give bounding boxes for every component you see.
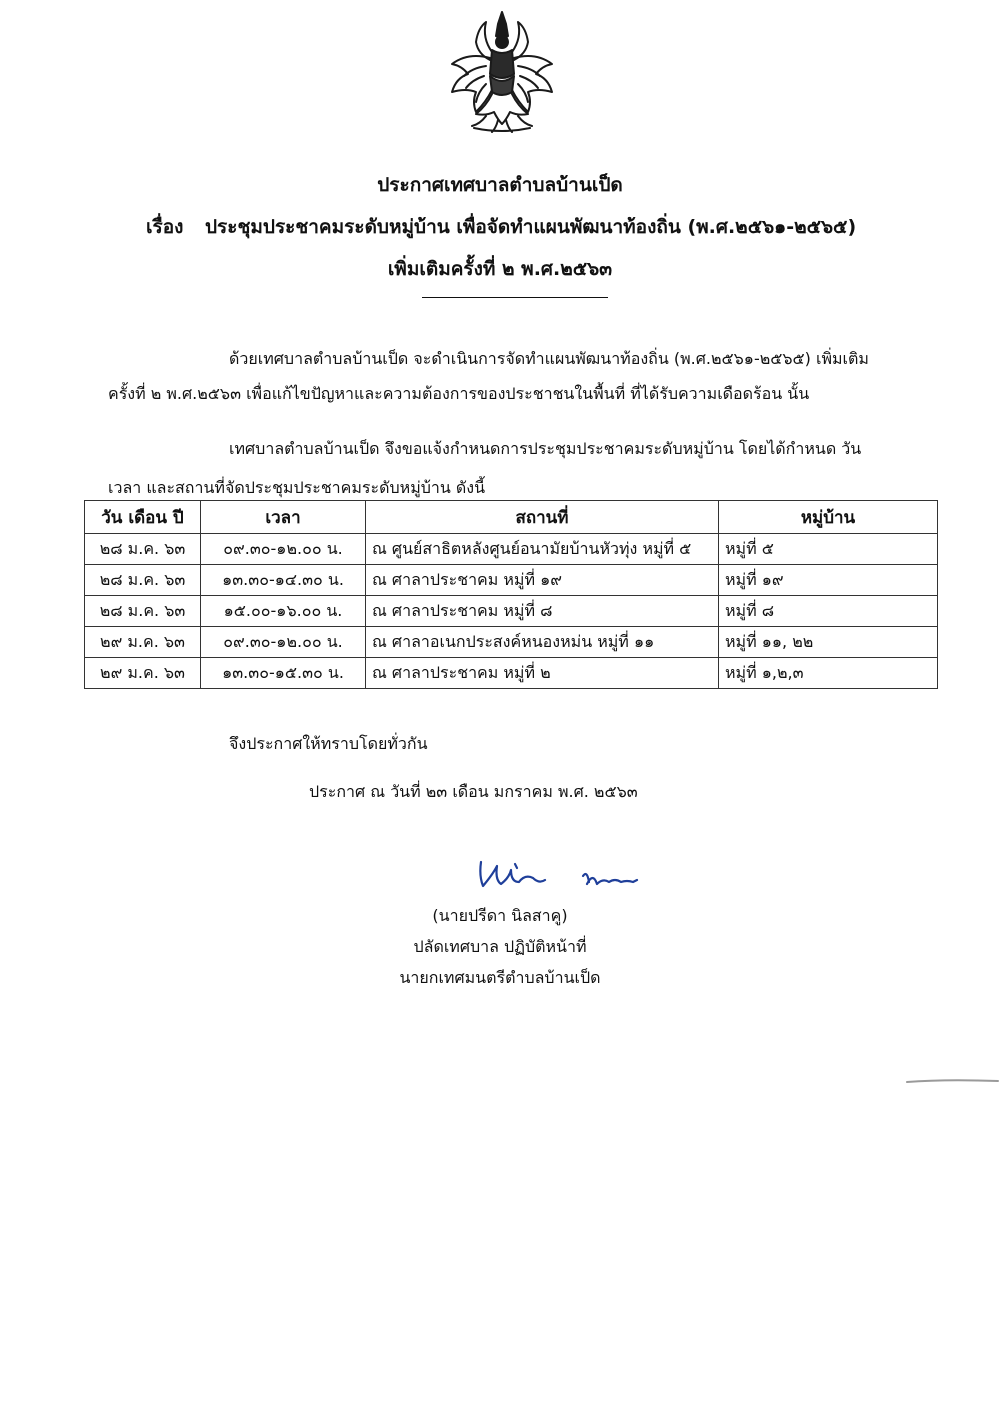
subject-text: ประชุมประชาคมระดับหมู่บ้าน เพื่อจัดทำแผนพัฒนาท้องถิ่น (พ.ศ.๒๕๖๑-๒๕๖๕): [205, 216, 857, 238]
title-divider: [422, 297, 608, 298]
cell-date: ๒๘ ม.ค. ๖๓: [85, 565, 201, 596]
cell-village: หมู่ที่ ๑๑, ๒๒: [719, 627, 938, 658]
table-row: [85, 596, 938, 627]
cell-place: ณ ศาลาประชาคม หมู่ที่ ๒: [366, 658, 719, 689]
column-header-date: วัน เดือน ปี: [85, 501, 201, 534]
page-title: ประกาศเทศบาลตำบลบ้านเป็ด: [377, 174, 623, 196]
table-row: [85, 565, 938, 596]
column-header-time: เวลา: [201, 501, 366, 534]
cell-village: หมู่ที่ ๕: [719, 534, 938, 565]
scan-smudge: [905, 1078, 1000, 1084]
cell-place: ณ ศาลาประชาคม หมู่ที่ ๘: [366, 596, 719, 627]
signatory-position-2: นายกเทศมนตรีตำบลบ้านเป็ด: [399, 968, 601, 987]
cell-date: ๒๙ ม.ค. ๖๓: [85, 627, 201, 658]
handwritten-signature-icon: [475, 854, 645, 894]
closing-notice: จึงประกาศให้ทราบโดยทั่วกัน: [229, 734, 428, 753]
paragraph-1-line-1: ด้วยเทศบาลตำบลบ้านเป็ด จะดำเนินการจัดทำแผนพัฒนาท้องถิ่น (พ.ศ.๒๕๖๑-๒๕๖๕) เพิ่มเติม: [229, 349, 869, 368]
paragraph-2-line-2: เวลา และสถานที่จัดประชุมประชาคมระดับหมู่บ้าน ดังนี้: [108, 478, 486, 497]
cell-time: ๐๙.๓๐-๑๒.๐๐ น.: [201, 627, 366, 658]
table-row: [85, 658, 938, 689]
cell-time: ๐๙.๓๐-๑๒.๐๐ น.: [201, 534, 366, 565]
column-header-place: สถานที่: [366, 501, 719, 534]
meeting-schedule-table: [84, 500, 938, 689]
cell-date: ๒๘ ม.ค. ๖๓: [85, 534, 201, 565]
cell-time: ๑๕.๐๐-๑๖.๐๐ น.: [201, 596, 366, 627]
garuda-emblem-icon: [446, 8, 558, 134]
cell-place: ณ ศูนย์สาธิตหลังศูนย์อนามัยบ้านหัวทุ่ง หมู่ที่ ๕: [366, 534, 719, 565]
cell-time: ๑๓.๓๐-๑๔.๓๐ น.: [201, 565, 366, 596]
paragraph-2-line-1: เทศบาลตำบลบ้านเป็ด จึงขอแจ้งกำหนดการประชุมประชาคมระดับหมู่บ้าน โดยได้กำหนด วัน: [229, 439, 862, 458]
cell-time: ๑๓.๓๐-๑๕.๓๐ น.: [201, 658, 366, 689]
paragraph-1-line-2: ครั้งที่ ๒ พ.ศ.๒๕๖๓ เพื่อแก้ไขปัญหาและความต้องการของประชาชนในพื้นที่ ที่ได้รับความเดือดร้อน นั้น: [108, 384, 810, 403]
cell-date: ๒๙ ม.ค. ๖๓: [85, 658, 201, 689]
cell-village: หมู่ที่ ๑,๒,๓: [719, 658, 938, 689]
table-header-row: [85, 501, 938, 534]
signatory-position-1: ปลัดเทศบาล ปฏิบัติหน้าที่: [413, 937, 587, 956]
cell-place: ณ ศาลาประชาคม หมู่ที่ ๑๙: [366, 565, 719, 596]
cell-village: หมู่ที่ ๘: [719, 596, 938, 627]
table-row: [85, 627, 938, 658]
cell-village: หมู่ที่ ๑๙: [719, 565, 938, 596]
cell-date: ๒๘ ม.ค. ๖๓: [85, 596, 201, 627]
announcement-date: ประกาศ ณ วันที่ ๒๓ เดือน มกราคม พ.ศ. ๒๕๖๓: [309, 782, 638, 801]
table-row: [85, 534, 938, 565]
cell-place: ณ ศาลาอเนกประสงค์หนองหม่น หมู่ที่ ๑๑: [366, 627, 719, 658]
column-header-village: หมู่บ้าน: [719, 501, 938, 534]
signatory-name: (นายปรีดา นิลสาคู): [432, 906, 568, 925]
subject-label: เรื่อง: [146, 216, 184, 238]
page-subtitle: เพิ่มเติมครั้งที่ ๒ พ.ศ.๒๕๖๓: [387, 258, 613, 280]
